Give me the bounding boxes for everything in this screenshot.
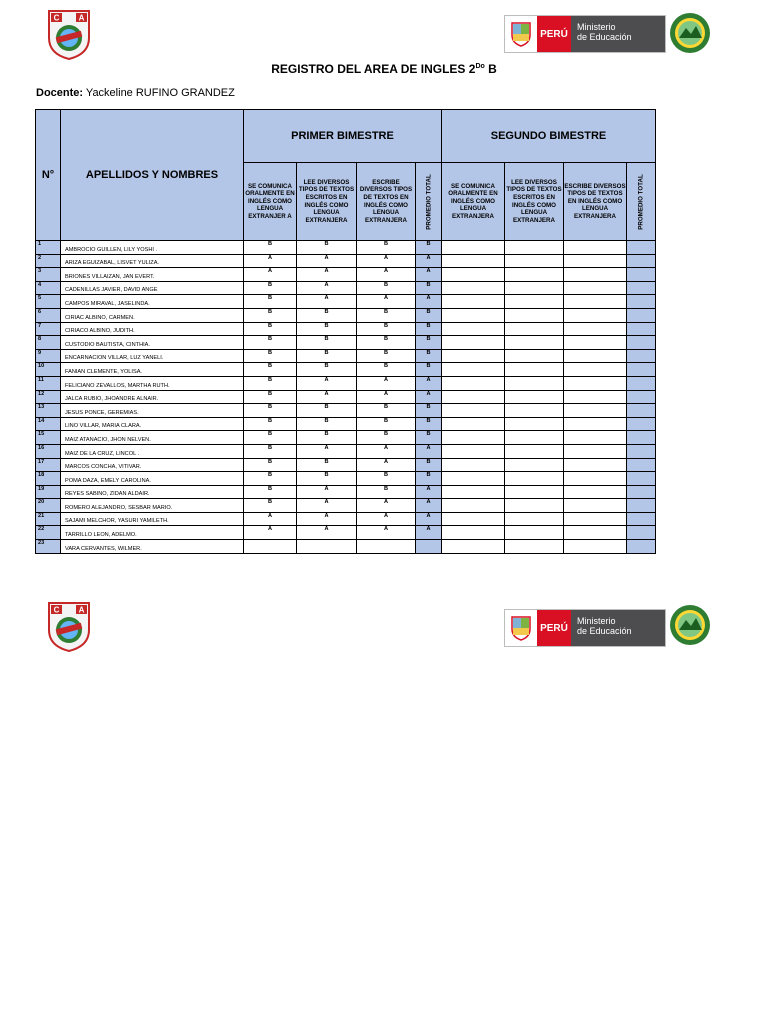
table-row (36, 322, 656, 336)
b1-average-grade-cell: A (416, 444, 442, 458)
b1-writing-grade-cell: A (357, 268, 416, 282)
student-number-cell: 10 (36, 363, 61, 377)
table-row (36, 540, 656, 554)
b1-speaking-grade-cell: B (244, 295, 297, 309)
b2-writing-grade-cell (564, 295, 627, 309)
table-row (36, 431, 656, 445)
b2-average-grade-cell (627, 458, 656, 472)
student-number-cell: 16 (36, 444, 61, 458)
b1-average-grade-cell: B (416, 281, 442, 295)
b2-average-grade-cell (627, 431, 656, 445)
student-number-cell: 7 (36, 322, 61, 336)
student-number-cell: 12 (36, 390, 61, 404)
b1-reading-grade-cell: A (297, 281, 357, 295)
grades-register-table (35, 109, 656, 554)
b2-reading-grade-cell (505, 444, 564, 458)
b2-speaking-grade-cell (442, 376, 505, 390)
student-number-cell: 15 (36, 431, 61, 445)
b1-reading-grade-cell: A (297, 444, 357, 458)
b2-writing-grade-cell (564, 349, 627, 363)
b2-writing-grade-cell (564, 241, 627, 255)
table-row (36, 336, 656, 350)
student-number-cell: 23 (36, 540, 61, 554)
b1-speaking-grade-cell: B (244, 363, 297, 377)
b2-speaking-grade-cell (442, 431, 505, 445)
b2-speaking-grade-cell (442, 349, 505, 363)
b1-reading-grade-cell: B (297, 308, 357, 322)
student-name-cell: JESUS PONCE, GEREMIAS. (61, 404, 244, 418)
b1-speaking-grade-cell: B (244, 376, 297, 390)
b2-speaking-grade-cell (442, 281, 505, 295)
b1-average-grade-cell: B (416, 472, 442, 486)
b1-speaking-grade-cell: B (244, 404, 297, 418)
student-name-cell: REYES SABINO, ZIDAN ALDAIR. (61, 485, 244, 499)
table-row (36, 526, 656, 540)
b2-average-grade-cell (627, 268, 656, 282)
table-row (36, 444, 656, 458)
b2-reading-header: LEE DIVERSOS TIPOS DE TEXTOS ESCRITOS EN INGLÉS COMO LENGUA EXTRANJERA (505, 163, 564, 241)
b1-speaking-grade-cell: B (244, 390, 297, 404)
b1-reading-grade-cell: B (297, 363, 357, 377)
ministry-name-bottom (571, 610, 665, 646)
b2-speaking-grade-cell (442, 404, 505, 418)
b2-average-grade-cell (627, 499, 656, 513)
b1-average-grade-cell: A (416, 499, 442, 513)
b2-reading-grade-cell (505, 526, 564, 540)
student-name-cell: CAMPOS MIRAVAL, JASELINDA. (61, 295, 244, 309)
b2-speaking-grade-cell (442, 499, 505, 513)
student-name-cell: VARA CERVANTES, WILMER. (61, 540, 244, 554)
b2-speaking-grade-cell (442, 363, 505, 377)
table-row (36, 499, 656, 513)
title-main: REGISTRO DEL AREA DE INGLES 2 (271, 62, 476, 76)
b1-reading-grade-cell: A (297, 390, 357, 404)
crest-letter-c: C (53, 13, 60, 23)
b2-writing-grade-cell (564, 499, 627, 513)
b1-writing-grade-cell: B (357, 363, 416, 377)
b1-average-grade-cell: A (416, 376, 442, 390)
b2-average-grade-cell (627, 540, 656, 554)
b2-average-grade-cell (627, 417, 656, 431)
table-row (36, 349, 656, 363)
student-number-cell: 14 (36, 417, 61, 431)
b2-reading-grade-cell (505, 417, 564, 431)
b2-speaking-grade-cell (442, 254, 505, 268)
b2-writing-grade-cell (564, 268, 627, 282)
b1-reading-grade-cell: B (297, 336, 357, 350)
student-name-cell: ENCARNACION VILLAR, LUZ YANELI. (61, 349, 244, 363)
student-name-cell: FELICIANO ZEVALLOS, MARTHA RUTH. (61, 376, 244, 390)
student-number-cell: 2 (36, 254, 61, 268)
b2-average-label: PROMEDIO TOTAL (637, 173, 645, 230)
b1-writing-grade-cell: B (357, 322, 416, 336)
b1-average-grade-cell: A (416, 526, 442, 540)
b1-writing-grade-cell: B (357, 336, 416, 350)
table-row (36, 458, 656, 472)
b2-average-grade-cell (627, 485, 656, 499)
table-row (36, 376, 656, 390)
b1-reading-grade-cell (297, 540, 357, 554)
student-number-cell: 3 (36, 268, 61, 282)
table-row (36, 485, 656, 499)
b2-writing-grade-cell (564, 308, 627, 322)
ministry-name-line2: de Educación (577, 32, 632, 42)
b1-writing-grade-cell: B (357, 404, 416, 418)
first-bimester-header: PRIMER BIMESTRE (244, 110, 442, 163)
b1-speaking-grade-cell: B (244, 431, 297, 445)
b1-speaking-grade-cell: B (244, 349, 297, 363)
student-number-cell: 22 (36, 526, 61, 540)
b2-speaking-header: SE COMUNICA ORALMENTE EN INGLÉS COMO LENGUA EXTRANJERA (442, 163, 505, 241)
b1-speaking-grade-cell: B (244, 322, 297, 336)
student-number-cell: 8 (36, 336, 61, 350)
b1-reading-grade-cell: B (297, 349, 357, 363)
b1-reading-grade-cell: A (297, 512, 357, 526)
b1-reading-grade-cell: B (297, 417, 357, 431)
b1-average-grade-cell: B (416, 417, 442, 431)
b2-reading-grade-cell (505, 322, 564, 336)
ministry-name-line2-bottom: de Educación (577, 626, 632, 636)
b2-average-grade-cell (627, 376, 656, 390)
b2-reading-grade-cell (505, 499, 564, 513)
b1-writing-grade-cell: A (357, 254, 416, 268)
student-number-cell: 18 (36, 472, 61, 486)
b1-writing-grade-cell: B (357, 417, 416, 431)
teacher-line (36, 87, 235, 99)
student-name-cell: TARRILLO LEON, ADELMO. (61, 526, 244, 540)
b2-average-grade-cell (627, 281, 656, 295)
b2-average-grade-cell (627, 444, 656, 458)
student-name-cell: POMA DAZA, EMELY CAROLINA. (61, 472, 244, 486)
table-row (36, 404, 656, 418)
student-name-cell: AMBROCIO GUILLEN, LILY YOSHI . (61, 241, 244, 255)
b1-writing-grade-cell: B (357, 281, 416, 295)
b2-reading-grade-cell (505, 281, 564, 295)
table-row (36, 417, 656, 431)
student-name-cell: MARCOS CONCHA, VITIVAR. (61, 458, 244, 472)
student-number-cell: 13 (36, 404, 61, 418)
page-title (0, 62, 768, 76)
b1-speaking-grade-cell: A (244, 254, 297, 268)
b2-speaking-grade-cell (442, 512, 505, 526)
b2-average-grade-cell (627, 349, 656, 363)
b1-average-grade-cell: B (416, 404, 442, 418)
student-name-cell: MAIZ DE LA CRUZ, LINCOL . (61, 444, 244, 458)
peru-label: PERÚ (537, 16, 571, 52)
b2-writing-grade-cell (564, 363, 627, 377)
b2-writing-grade-cell (564, 254, 627, 268)
student-number-cell: 9 (36, 349, 61, 363)
b2-average-grade-cell (627, 241, 656, 255)
ministry-name (571, 16, 665, 52)
b1-average-grade-cell: B (416, 241, 442, 255)
student-name-cell: FANIAN CLEMENTE, YOLISA. (61, 363, 244, 377)
table-row (36, 308, 656, 322)
table-body (36, 241, 656, 554)
b2-average-grade-cell (627, 390, 656, 404)
b2-writing-grade-cell (564, 431, 627, 445)
b2-average-grade-cell (627, 336, 656, 350)
b2-reading-grade-cell (505, 390, 564, 404)
student-number-cell: 11 (36, 376, 61, 390)
table-row (36, 281, 656, 295)
peru-label-bottom: PERÚ (537, 610, 571, 646)
b1-reading-grade-cell: B (297, 472, 357, 486)
b2-speaking-grade-cell (442, 458, 505, 472)
b1-average-grade-cell: A (416, 485, 442, 499)
student-number-cell: 5 (36, 295, 61, 309)
b1-writing-grade-cell: B (357, 308, 416, 322)
b2-speaking-grade-cell (442, 540, 505, 554)
student-name-cell: ARIZA EGUIZABAL, LISVET YULIZA. (61, 254, 244, 268)
table-row (36, 390, 656, 404)
second-bimester-header: SEGUNDO BIMESTRE (442, 110, 656, 163)
b2-writing-grade-cell (564, 417, 627, 431)
b2-reading-grade-cell (505, 295, 564, 309)
student-name-cell: CUSTODIO BAUTISTA, CINTHIA. (61, 336, 244, 350)
b2-writing-grade-cell (564, 444, 627, 458)
b2-speaking-grade-cell (442, 308, 505, 322)
b1-average-grade-cell: A (416, 268, 442, 282)
b1-speaking-grade-cell: B (244, 458, 297, 472)
b1-reading-grade-cell: A (297, 376, 357, 390)
b2-reading-grade-cell (505, 363, 564, 377)
student-name-cell: CADENILLAS JAVIER, DAVID ANGE (61, 281, 244, 295)
teacher-label: Docente: (36, 87, 84, 99)
b1-writing-grade-cell: A (357, 444, 416, 458)
school-crest-logo-bottom (46, 600, 92, 657)
b1-reading-header: LEE DIVERSOS TIPOS DE TEXTOS ESCRITOS EN INGLÉS COMO LENGUA EXTRANJERA (297, 163, 357, 241)
b1-reading-grade-cell: B (297, 431, 357, 445)
student-number-cell: 1 (36, 241, 61, 255)
b2-average-grade-cell (627, 322, 656, 336)
b2-reading-grade-cell (505, 512, 564, 526)
b2-writing-grade-cell (564, 281, 627, 295)
student-name-cell: SAJAMI MELCHOR, YASURI YAMILETH. (61, 512, 244, 526)
b1-average-grade-cell: B (416, 363, 442, 377)
b2-reading-grade-cell (505, 254, 564, 268)
table-row (36, 512, 656, 526)
b2-average-grade-cell (627, 295, 656, 309)
b2-writing-grade-cell (564, 458, 627, 472)
regional-seal-logo (669, 12, 711, 59)
table-row (36, 295, 656, 309)
b2-average-header (627, 163, 656, 241)
b1-speaking-grade-cell: B (244, 241, 297, 255)
b1-speaking-grade-cell: B (244, 472, 297, 486)
b1-writing-header: ESCRIBE DIVERSOS TIPOS DE TEXTOS EN INGLÉS COMO LENGUA EXTRANJERA (357, 163, 416, 241)
b1-reading-grade-cell: A (297, 268, 357, 282)
b1-average-header (416, 163, 442, 241)
b1-average-grade-cell: B (416, 322, 442, 336)
b2-reading-grade-cell (505, 268, 564, 282)
b1-reading-grade-cell: B (297, 404, 357, 418)
ministry-name-line1-bottom: Ministerio (577, 616, 616, 626)
b1-speaking-grade-cell (244, 540, 297, 554)
b2-speaking-grade-cell (442, 526, 505, 540)
student-number-cell: 20 (36, 499, 61, 513)
title-section: B (484, 62, 497, 76)
b2-speaking-grade-cell (442, 444, 505, 458)
b2-reading-grade-cell (505, 540, 564, 554)
b2-average-grade-cell (627, 526, 656, 540)
b1-average-grade-cell: A (416, 512, 442, 526)
b1-reading-grade-cell: B (297, 241, 357, 255)
b2-reading-grade-cell (505, 458, 564, 472)
column-names-header: APELLIDOS Y NOMBRES (61, 110, 244, 241)
b2-reading-grade-cell (505, 376, 564, 390)
b2-speaking-grade-cell (442, 295, 505, 309)
b2-writing-grade-cell (564, 526, 627, 540)
b1-writing-grade-cell: A (357, 390, 416, 404)
b2-reading-grade-cell (505, 349, 564, 363)
b2-reading-grade-cell (505, 431, 564, 445)
b1-average-grade-cell: A (416, 254, 442, 268)
student-number-cell: 21 (36, 512, 61, 526)
student-name-cell: ROMERO ALEJANDRO, SESBAR MARIO. (61, 499, 244, 513)
b2-speaking-grade-cell (442, 472, 505, 486)
b1-average-grade-cell: B (416, 431, 442, 445)
b1-writing-grade-cell: B (357, 431, 416, 445)
b2-speaking-grade-cell (442, 241, 505, 255)
b2-average-grade-cell (627, 404, 656, 418)
ministry-name-line1: Ministerio (577, 22, 616, 32)
b1-writing-grade-cell: A (357, 499, 416, 513)
b2-speaking-grade-cell (442, 390, 505, 404)
b1-speaking-grade-cell: B (244, 417, 297, 431)
b1-writing-grade-cell: A (357, 512, 416, 526)
b1-speaking-grade-cell: B (244, 336, 297, 350)
peru-shield-icon (505, 16, 537, 52)
b1-writing-grade-cell: A (357, 376, 416, 390)
b1-writing-grade-cell: A (357, 458, 416, 472)
student-number-cell: 19 (36, 485, 61, 499)
b2-speaking-grade-cell (442, 268, 505, 282)
teacher-name: Yackeline RUFINO GRANDEZ (83, 87, 235, 99)
student-name-cell: CIRIACO ALBINO, JUDITH. (61, 322, 244, 336)
b1-writing-grade-cell: A (357, 526, 416, 540)
title-superscript: Do (475, 63, 485, 70)
b1-average-grade-cell: A (416, 390, 442, 404)
b1-reading-grade-cell: B (297, 458, 357, 472)
b2-speaking-grade-cell (442, 417, 505, 431)
b2-average-grade-cell (627, 472, 656, 486)
ministry-of-education-logo-bottom (504, 609, 666, 647)
b2-speaking-grade-cell (442, 336, 505, 350)
b2-writing-grade-cell (564, 376, 627, 390)
b1-writing-grade-cell: B (357, 349, 416, 363)
b1-speaking-header: SE COMUNICA ORALMENTE EN INGLÉS COMO LENGUA EXTRANJER A (244, 163, 297, 241)
b1-reading-grade-cell: A (297, 485, 357, 499)
b2-speaking-grade-cell (442, 322, 505, 336)
b1-speaking-grade-cell: A (244, 512, 297, 526)
b1-reading-grade-cell: A (297, 499, 357, 513)
b2-average-grade-cell (627, 512, 656, 526)
student-name-cell: JALCA RUBIO, JHOANDRE ALNAIR. (61, 390, 244, 404)
b2-writing-grade-cell (564, 540, 627, 554)
b1-average-label: PROMEDIO TOTAL (425, 173, 432, 230)
b1-speaking-grade-cell: A (244, 268, 297, 282)
b1-speaking-grade-cell: B (244, 444, 297, 458)
b1-reading-grade-cell: A (297, 295, 357, 309)
b1-speaking-grade-cell: B (244, 308, 297, 322)
student-name-cell: LINO VILLAR, MARIA CLARA. (61, 417, 244, 431)
table-row (36, 363, 656, 377)
table-row (36, 268, 656, 282)
student-name-cell: BRIONES VILLAIZAN, JAN EVERT. (61, 268, 244, 282)
b1-reading-grade-cell: A (297, 254, 357, 268)
b1-speaking-grade-cell: A (244, 526, 297, 540)
b1-average-grade-cell: B (416, 336, 442, 350)
b1-writing-grade-cell: B (357, 472, 416, 486)
b1-reading-grade-cell: B (297, 322, 357, 336)
table-row (36, 254, 656, 268)
b1-reading-grade-cell: A (297, 526, 357, 540)
b1-average-grade-cell: A (416, 295, 442, 309)
student-name-cell: MAIZ ATANACIO, JHON NELVEN. (61, 431, 244, 445)
b2-writing-grade-cell (564, 322, 627, 336)
b1-average-grade-cell: B (416, 458, 442, 472)
b2-writing-grade-cell (564, 485, 627, 499)
b2-reading-grade-cell (505, 485, 564, 499)
b1-writing-grade-cell: A (357, 295, 416, 309)
student-number-cell: 4 (36, 281, 61, 295)
b2-reading-grade-cell (505, 308, 564, 322)
student-number-cell: 17 (36, 458, 61, 472)
b2-reading-grade-cell (505, 241, 564, 255)
crest-letter-a: A (78, 13, 85, 23)
student-name-cell: CIRIAC ALBINO, CARMEN. (61, 308, 244, 322)
table-row (36, 472, 656, 486)
column-number-header: N° (36, 110, 61, 241)
b2-writing-grade-cell (564, 472, 627, 486)
b1-writing-grade-cell (357, 540, 416, 554)
b1-speaking-grade-cell: B (244, 485, 297, 499)
b2-reading-grade-cell (505, 404, 564, 418)
b2-reading-grade-cell (505, 472, 564, 486)
regional-seal-logo-bottom (669, 604, 711, 651)
crest-letter-a-bottom: A (78, 605, 85, 615)
b2-writing-grade-cell (564, 512, 627, 526)
crest-letter-c-bottom: C (53, 605, 60, 615)
table-row (36, 241, 656, 255)
b1-speaking-grade-cell: B (244, 499, 297, 513)
peru-shield-icon-bottom (505, 610, 537, 646)
b1-speaking-grade-cell: B (244, 281, 297, 295)
b1-average-grade-cell: B (416, 349, 442, 363)
b2-average-grade-cell (627, 308, 656, 322)
b2-speaking-grade-cell (442, 485, 505, 499)
b2-writing-grade-cell (564, 390, 627, 404)
ministry-of-education-logo (504, 15, 666, 53)
student-number-cell: 6 (36, 308, 61, 322)
b1-average-grade-cell (416, 540, 442, 554)
b2-reading-grade-cell (505, 336, 564, 350)
b2-average-grade-cell (627, 254, 656, 268)
b1-writing-grade-cell: B (357, 241, 416, 255)
school-crest-logo (46, 8, 92, 65)
b1-writing-grade-cell: B (357, 485, 416, 499)
b1-average-grade-cell: B (416, 308, 442, 322)
b2-writing-header: ESCRIBE DIVERSOS TIPOS DE TEXTOS EN INGLÉS COMO LENGUA EXTRANJERA (564, 163, 627, 241)
b2-writing-grade-cell (564, 404, 627, 418)
b2-writing-grade-cell (564, 336, 627, 350)
b2-average-grade-cell (627, 363, 656, 377)
